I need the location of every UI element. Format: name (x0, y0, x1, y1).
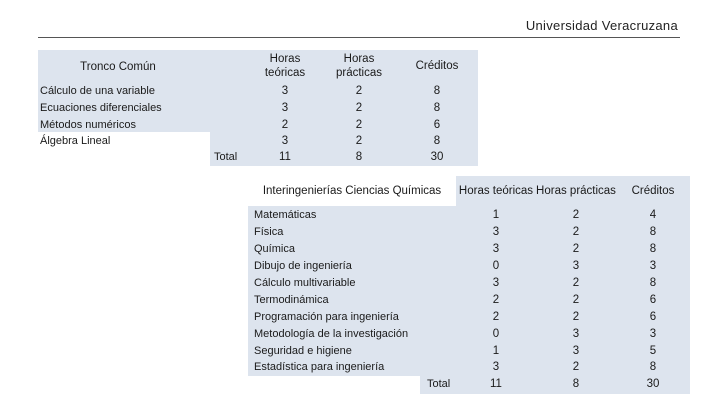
inter-row-teoricas: 1 (492, 345, 500, 357)
tronco-title: Tronco Común (80, 61, 156, 73)
inter-row-materia: Estadística para ingeniería (254, 361, 385, 373)
inter-row-creditos: 6 (649, 294, 657, 306)
inter-row-practicas: 3 (572, 345, 580, 357)
tronco-row-creditos: 6 (433, 119, 441, 131)
inter-row-creditos: 8 (649, 243, 657, 255)
tronco-row-teoricas: 2 (281, 119, 289, 131)
inter-row-practicas: 3 (572, 328, 580, 340)
inter-row-creditos: 8 (649, 277, 657, 289)
inter-row-materia: Metodología de la investigación (254, 328, 409, 340)
inter-total-practicas: 8 (572, 378, 580, 390)
inter-row-materia: Programación para ingeniería (254, 311, 399, 323)
inter-col-creditos: Créditos (631, 185, 675, 197)
inter-total-teoricas: 11 (490, 378, 502, 390)
inter-row-materia: Física (254, 226, 284, 238)
inter-row-materia: Cálculo multivariable (254, 277, 356, 289)
inter-row-practicas: 2 (572, 294, 580, 306)
tronco-total-creditos: 30 (430, 151, 444, 163)
inter-row-practicas: 2 (572, 209, 580, 221)
inter-row-creditos: 5 (649, 345, 657, 357)
inter-total-label: Total (427, 378, 451, 390)
institution-title: Universidad Veracruzana (525, 18, 678, 33)
inter-row-practicas: 2 (572, 243, 580, 255)
tronco-row-teoricas: 3 (281, 135, 289, 147)
tronco-row-practicas: 2 (355, 135, 363, 147)
inter-row-practicas: 2 (572, 361, 580, 373)
inter-row-teoricas: 3 (492, 243, 500, 255)
inter-row-materia: Matemáticas (254, 209, 317, 221)
tronco-row-teoricas: 3 (281, 85, 289, 97)
inter-row-teoricas: 0 (492, 260, 500, 272)
tronco-total-teoricas: 11 (279, 151, 291, 163)
inter-col-practicas: Horas prácticas (536, 185, 616, 197)
inter-row-materia: Dibujo de ingeniería (254, 260, 352, 272)
tronco-row-creditos: 8 (433, 135, 441, 147)
tronco-row-materia: Álgebra Lineal (40, 135, 111, 147)
inter-row-creditos: 3 (649, 328, 657, 340)
inter-row-practicas: 2 (572, 277, 580, 289)
inter-row-teoricas: 2 (492, 311, 500, 323)
inter-row-teoricas: 0 (492, 328, 500, 340)
inter-row-practicas: 3 (572, 260, 580, 272)
tronco-comun-table (38, 50, 478, 166)
tronco-row-practicas: 2 (355, 119, 363, 131)
tronco-total-label: Total (214, 151, 238, 163)
tronco-row-creditos: 8 (433, 102, 441, 114)
inter-title: Interingenierías Ciencias Químicas (262, 185, 442, 197)
tronco-row-teoricas: 3 (281, 102, 289, 114)
inter-row-creditos: 8 (649, 226, 657, 238)
inter-row-creditos: 8 (649, 361, 657, 373)
inter-total-creditos: 30 (646, 378, 660, 390)
tronco-col-creditos: Créditos (415, 60, 459, 72)
inter-row-materia: Seguridad e higiene (254, 345, 352, 357)
inter-row-teoricas: 3 (492, 361, 500, 373)
tronco-col-practicas: Horas prácticas (335, 53, 383, 79)
tronco-row-materia: Ecuaciones diferenciales (40, 102, 162, 114)
inter-row-creditos: 4 (649, 209, 657, 221)
inter-row-materia: Termodinámica (254, 294, 329, 306)
tronco-row-creditos: 8 (433, 85, 441, 97)
inter-row-practicas: 2 (572, 311, 580, 323)
tronco-total-practicas: 8 (355, 151, 363, 163)
interingenierias-table (248, 176, 690, 394)
inter-row-teoricas: 3 (492, 277, 500, 289)
inter-row-creditos: 6 (649, 311, 657, 323)
inter-col-teoricas: Horas teóricas (458, 185, 534, 197)
tronco-row-materia: Métodos numéricos (40, 119, 136, 131)
tronco-row-practicas: 2 (355, 85, 363, 97)
inter-row-teoricas: 3 (492, 226, 500, 238)
tronco-row-materia: Cálculo de una variable (40, 85, 155, 97)
header-rule (38, 37, 680, 38)
inter-row-teoricas: 1 (492, 209, 500, 221)
inter-row-practicas: 2 (572, 226, 580, 238)
inter-row-teoricas: 2 (492, 294, 500, 306)
inter-row-materia: Química (254, 243, 295, 255)
tronco-row-practicas: 2 (355, 102, 363, 114)
tronco-col-teoricas: Horas teóricas (264, 53, 306, 79)
inter-row-creditos: 3 (649, 260, 657, 272)
